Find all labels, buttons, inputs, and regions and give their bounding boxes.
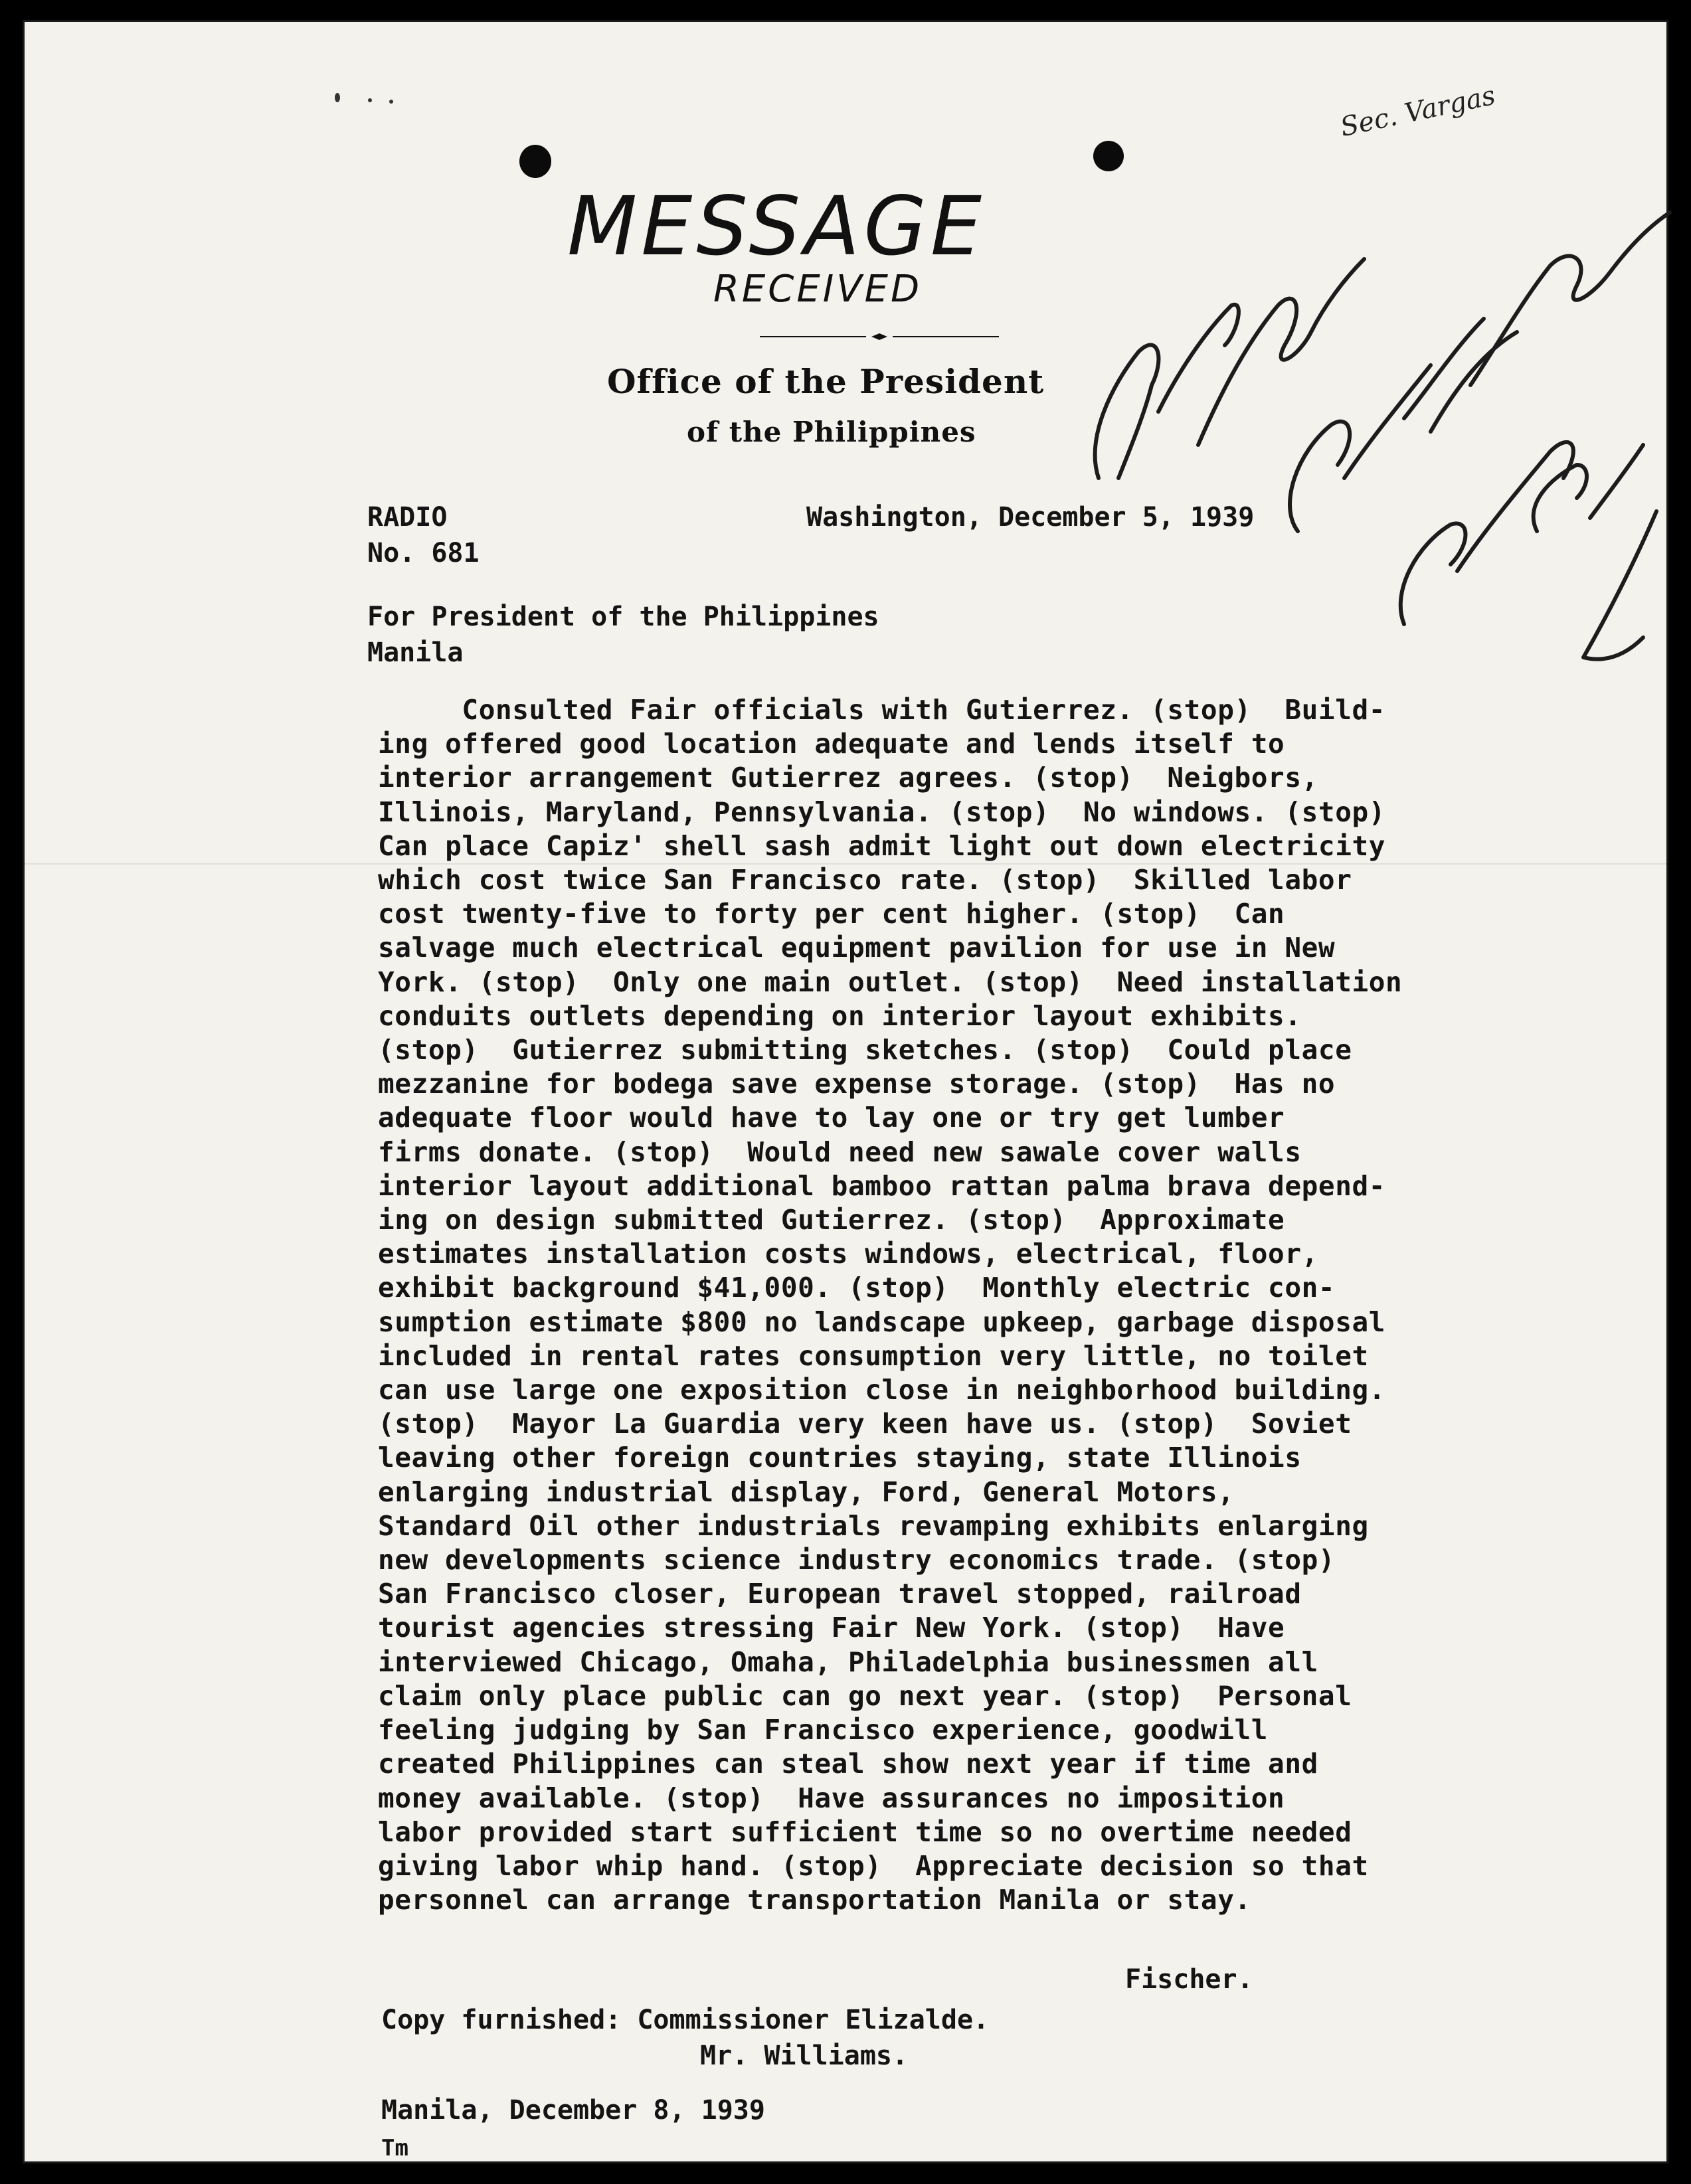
body-line: claim only place public can go next year. (stop) Personal [378,1679,1352,1712]
body-line: can use large one exposition close in neighborhood building. [378,1374,1386,1406]
body-line: new developments science industry economics trade. (stop) [378,1544,1336,1576]
recipient-line: For President of the Philippines [367,602,879,632]
office-line: Office of the President [607,362,1045,401]
punch-hole [519,145,551,178]
diamond-rule-icon [760,333,999,340]
body-line: exhibit background $41,000. (stop) Monthly electric con- [378,1272,1336,1304]
body-line: giving labor whip hand. (stop) Appreciate decision so that [378,1849,1369,1882]
body-line: Illinois, Maryland, Pennsylvania. (stop) No windows. (stop) [378,796,1386,828]
message-place-date: Washington, December 5, 1939 [806,502,1255,533]
body-line: San Francisco closer, European travel stopped, railroad [378,1578,1302,1610]
copy-furnished-label: Copy furnished: [381,2005,622,2035]
body-line: labor provided start sufficient time so no overtime needed [378,1815,1352,1848]
copy-recipient: Commissioner Elizalde. [637,2005,990,2035]
body-line: estimates installation costs windows, electrical, floor, [378,1238,1318,1270]
body-line: ing on design submitted Gutierrez. (stop) Approximate [378,1204,1285,1236]
body-line: personnel can arrange transportation Manila or stay. [378,1884,1251,1916]
message-body [378,693,1613,1917]
body-line: ing offered good location adequate and lends itself to [378,728,1285,760]
body-line: Consulted Fair officials with Gutierrez. (stop) Build- [378,694,1386,726]
ink-speck [368,98,372,102]
body-line: money available. (stop) Have assurances no imposition [378,1782,1285,1814]
message-meta [367,499,480,571]
ink-speck [335,93,340,102]
body-line: firms donate. (stop) Would need new sawale cover walls [378,1135,1302,1168]
footer-place-date: Manila, December 8, 1939 [381,2095,765,2126]
message-type: RADIO [367,502,448,533]
body-line: tourist agencies stressing Fair New York. (stop) Have [378,1612,1285,1644]
handwritten-label: Sec. Vargas [1338,80,1498,143]
body-line: conduits outlets depending on interior layout exhibits. [378,999,1302,1032]
body-line: (stop) Mayor La Guardia very keen have us. (stop) Soviet [378,1408,1352,1440]
letterhead-subtitle: RECEIVED [713,268,923,311]
letterhead-title: MESSAGE [567,179,986,274]
body-line: salvage much electrical equipment pavilion for use in New [378,932,1336,964]
body-line: created Philippines can steal show next year if time and [378,1748,1318,1780]
body-line: leaving other foreign countries staying, state Illinois [378,1442,1302,1474]
body-line: (stop) Gutierrez submitting sketches. (stop) Could place [378,1034,1352,1066]
body-line: Can place Capiz' shell sash admit light out down electricity [378,829,1386,862]
office-subline: of the Philippines [687,416,976,448]
body-line: sumption estimate $800 no landscape upkeep, garbage disposal [378,1305,1386,1338]
body-line: feeling judging by San Francisco experience, goodwill [378,1714,1269,1746]
body-line: mezzanine for bodega save expense storage. (stop) Has no [378,1068,1336,1100]
typist-initials: Tm [381,2135,408,2161]
body-line: which cost twice San Francisco rate. (stop) Skilled labor [378,864,1352,896]
recipient-city: Manila [367,637,464,668]
body-line: adequate floor would have to lay one or try get lumber [378,1102,1285,1134]
handwritten-annotation-icon [1059,133,1690,717]
body-line: Standard Oil other industrials revamping exhibits enlarging [378,1509,1369,1542]
message-number: No. 681 [367,538,480,568]
body-line: cost twenty-five to forty per cent higher. (stop) Can [378,898,1285,930]
recipient-block [367,599,879,671]
body-line: included in rental rates consumption very little, no toilet [378,1339,1369,1372]
body-line: York. (stop) Only one main outlet. (stop) Need installation [378,966,1403,998]
body-line: interior layout additional bamboo rattan palma brava depend- [378,1169,1386,1202]
body-line: interior arrangement Gutierrez agrees. (stop) Neigbors, [378,762,1318,794]
body-line: interviewed Chicago, Omaha, Philadelphia businessmen all [378,1645,1318,1678]
copy-furnished [381,2002,989,2074]
document-page [23,20,1668,2163]
body-line: enlarging industrial display, Ford, General Motors, [378,1475,1235,1508]
signature: Fischer. [1125,1964,1253,1995]
copy-recipient: Mr. Williams. [700,2041,909,2071]
ink-speck [389,100,393,104]
